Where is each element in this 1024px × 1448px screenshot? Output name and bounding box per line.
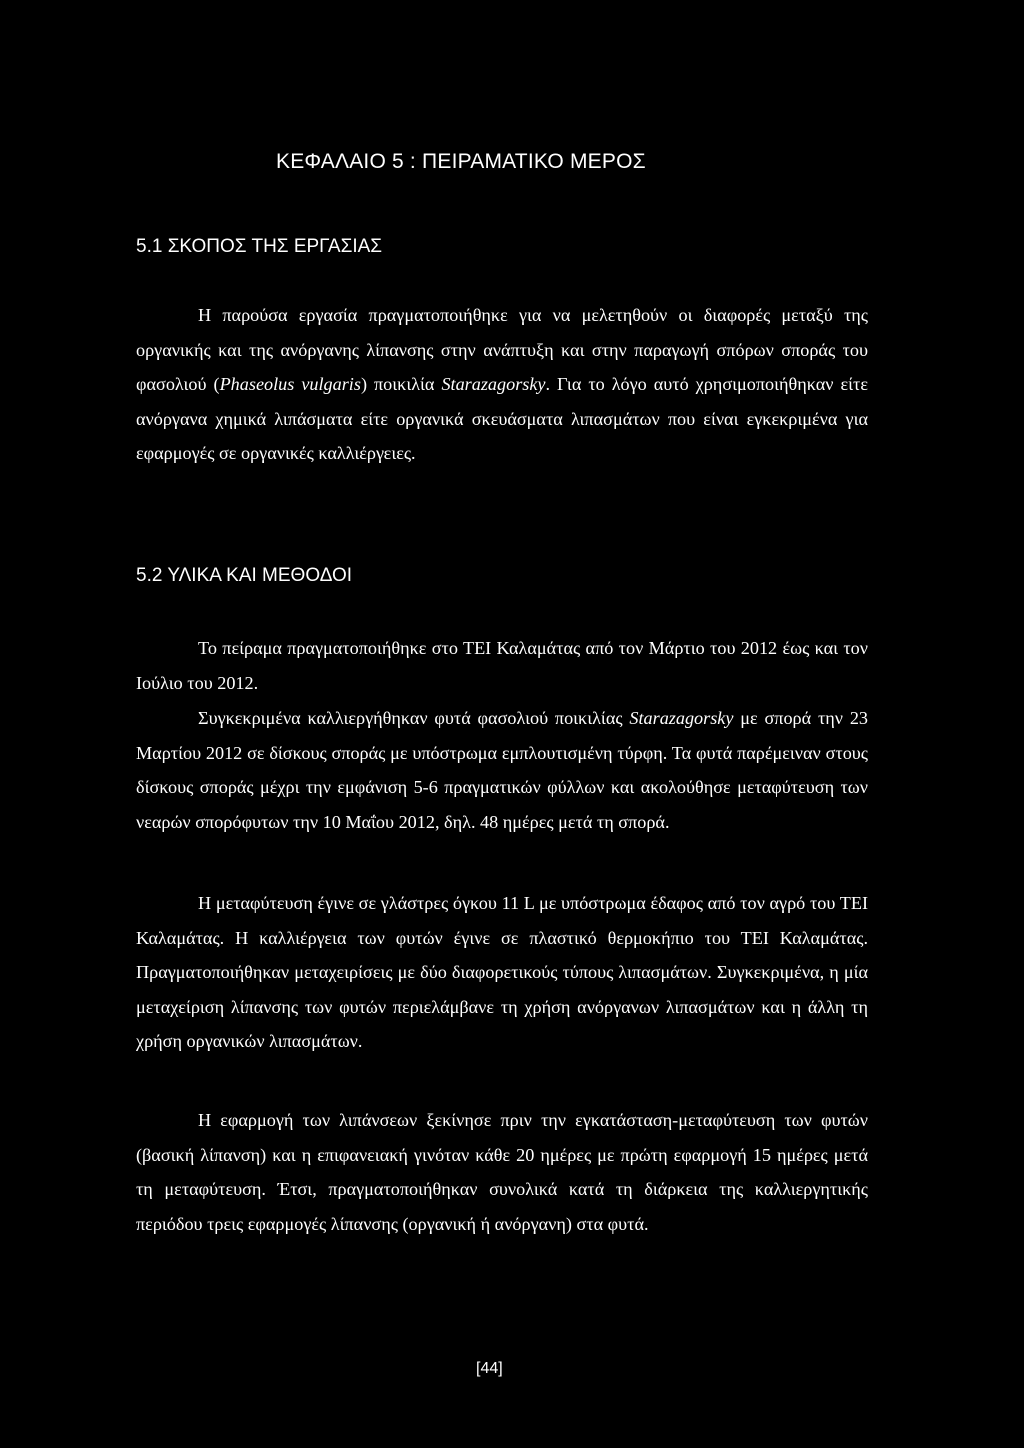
section-title-aim: 5.1 ΣΚΟΠΟΣ ΤΗΣ ΕΡΓΑΣΙΑΣ (136, 236, 383, 257)
paragraph-cultivation-text-2: με σπορά την 23 Μαρτίου 2012 σε δίσκους σποράς με υπόστρωμα εμπλουτισμένη τύρφη. Τα φυτά παρέμειναν στους δίσκους σποράς μέχρι την εμφάνιση 5-6 πραγματικών φύλλων και ακολούθησε μεταφύτευση των νεαρών σπορόφυτων την 10 Μαΐου 2012, δηλ. 48 ημέρες μετά τη σπορά. (136, 708, 869, 832)
document-page (136, 0, 868, 1448)
paragraph-transplanting: Η μεταφύτευση έγινε σε γλάστρες όγκου 11 L με υπόστρωμα έδαφος από τον αγρό του ΤΕΙ Καλαμάτας. Η καλλιέργεια των φυτών έγινε σε πλαστικό θερμοκήπιο του ΤΕΙ Καλαμάτας. Πραγματοποιήθηκαν μεταχειρίσεις με δύο διαφορετικούς τύπους λιπασμάτων. Συγκεκριμένα, η μία μεταχείριση λίπανσης των φυτών περιελάμβανε τη χρήση ανόργανων λιπασμάτων και η άλλη τη χρήση οργανικών λιπασμάτων. (136, 893, 868, 1052)
paragraph-experiment-period: Το πείραμα πραγματοποιήθηκε στο ΤΕΙ Καλαμάτας από τον Μάρτιο του 2012 έως και τον Ιούλιο του 2012. (136, 638, 868, 693)
variety-name: Starazagorsky (441, 374, 546, 395)
paragraph-aim-text-1: Η παρούσα εργασία πραγματοποιήθηκε για να μελετηθούν οι διαφορές μεταξύ της οργανικής και της ανόργανης λίπανσης στην ανάπτυξη και στην παραγωγή σπόρων σποράς του φασολιού ( (136, 305, 868, 395)
page-number: [44] (476, 1360, 503, 1377)
species-name: Phaseolus vulgaris (219, 374, 361, 395)
paragraph-aim-text-3: . Για το λόγο αυτό χρησιμοποιήθηκαν είτε ανόργανα χημικά λιπάσματα είτε οργανικά σκευάσματα λιπασμάτων που είναι εγκεκριμένα για εφαρμογές σε οργανικές καλλιέργειες. (136, 374, 868, 464)
variety-name: Starazagorsky (629, 708, 734, 728)
chapter-title: ΚΕΦΑΛΑΙΟ 5 : ΠΕΙΡΑΜΑΤΙΚΟ ΜΕΡΟΣ (276, 150, 646, 173)
paragraph-fertilization: Η εφαρμογή των λιπάνσεων ξεκίνησε πριν την εγκατάσταση-μεταφύτευση των φυτών (βασική λίπανση) και η επιφανειακή γινόταν κάθε 20 ημέρες με πρώτη εφαρμογή 15 ημέρες μετά τη μεταφύτευση. Έτσι, πραγματοποιήθηκαν συνολικά κατά τη διάρκεια της καλλιεργητικής περιόδου τρεις εφαρμογές λίπανσης (οργανική ή ανόργανη) στα φυτά. (136, 1110, 868, 1234)
section-title-materials-methods: 5.2 ΥΛΙΚΑ ΚΑΙ ΜΕΘΟΔΟΙ (136, 565, 353, 586)
paragraph-aim (136, 298, 868, 471)
paragraph-aim-text-2: ) ποικιλία (360, 374, 442, 395)
paragraph-cultivation (136, 701, 868, 839)
paragraph-cultivation-text-1: Συγκεκριμένα καλλιεργήθηκαν φυτά φασολιού ποικιλίας (198, 708, 630, 728)
